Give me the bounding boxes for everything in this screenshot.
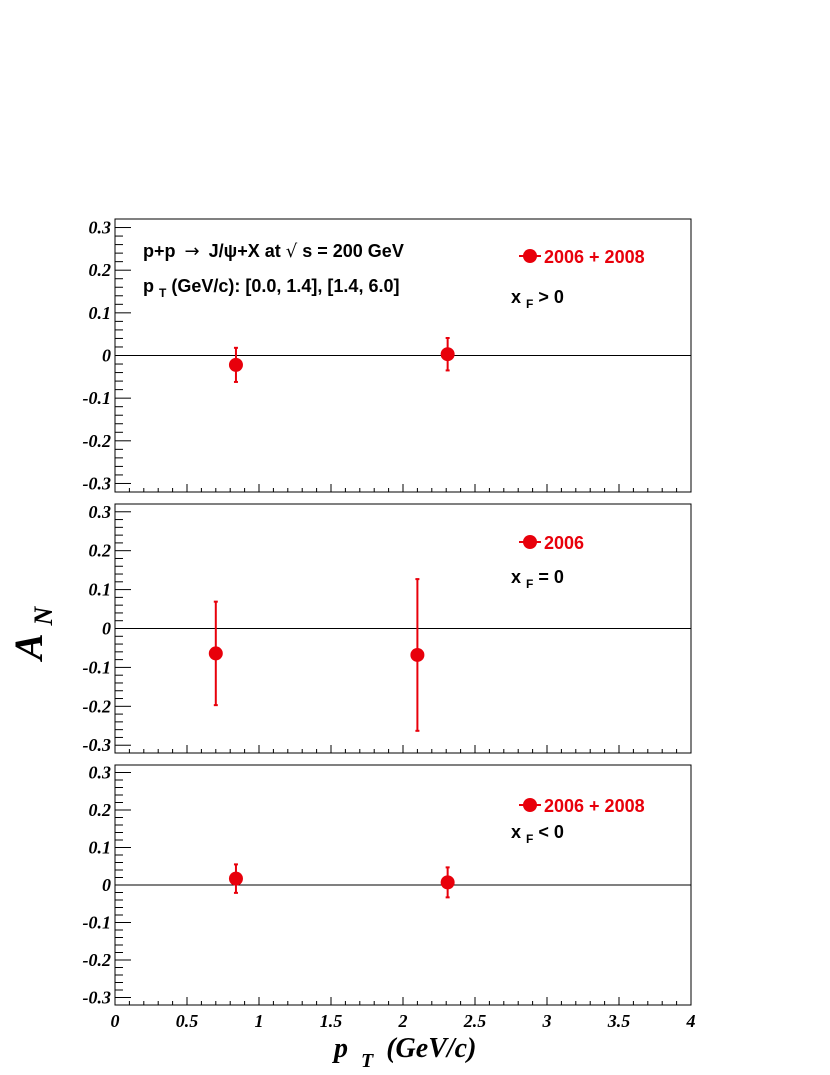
panel-2-point-1 [209, 646, 223, 660]
x-tick-label: 3 [542, 1011, 552, 1031]
panel-2-y-tick-label: 0.2 [88, 540, 111, 561]
x-tick-label: 1.5 [319, 1011, 343, 1031]
x-tick-label: 2.5 [463, 1011, 487, 1031]
panel-2-y-tick-label: -0.1 [82, 657, 111, 678]
panel-1-y-tick-label: 0.3 [88, 217, 111, 238]
panel-2-legend-label: 2006 [544, 533, 585, 553]
panel-1-point-1 [229, 358, 243, 372]
panel-3-point-1 [229, 872, 243, 886]
panel-1-xf-label: x $_F$ > 0 [511, 287, 564, 311]
panel-1-point-2 [441, 347, 455, 361]
panel-3-y-tick-label: 0 [102, 875, 111, 895]
panel-1-reaction-label: p+p → J/ψ+X at √ s = 200 GeV [143, 241, 404, 262]
panel-2-y-tick-label: 0.3 [88, 501, 111, 522]
panel-3-legend-marker [523, 798, 537, 812]
panel-1-y-tick-label: -0.1 [82, 388, 111, 409]
panel-3-y-tick-label: -0.3 [82, 987, 111, 1008]
panel-1-pt-bins-label: p $_T$ (GeV/c): [0.0, 1.4], [1.4, 6.0] [143, 276, 400, 300]
panel-2-y-tick-label: -0.2 [82, 696, 111, 717]
x-tick-label: 2 [398, 1011, 408, 1031]
x-tick-label: 3.5 [607, 1011, 631, 1031]
x-tick-label: 1 [254, 1011, 264, 1031]
panel-1-y-tick-label: -0.3 [82, 473, 111, 494]
panel-1-y-tick-label: 0.1 [88, 302, 111, 323]
panel-1-y-tick-label: 0.2 [88, 260, 111, 281]
panel-3-point-2 [441, 875, 455, 889]
panel-2-point-2 [410, 648, 424, 662]
panel-1-legend-marker [523, 249, 537, 263]
panel-2-y-tick-label: 0 [102, 618, 111, 639]
panel-3-xf-label: x $_F$ < 0 [511, 822, 564, 846]
panel-3-y-tick-label: 0.1 [88, 837, 111, 858]
panel-1-legend-label: 2006 + 2008 [544, 247, 645, 267]
x-tick-label: 4 [686, 1011, 696, 1031]
panel-3-y-tick-label: -0.1 [82, 912, 111, 933]
panel-2-y-tick-label: 0.1 [88, 579, 111, 600]
panel-3-legend-label: 2006 + 2008 [544, 796, 645, 816]
x-tick-label: 0.5 [175, 1011, 199, 1031]
panel-2-legend-marker [523, 535, 537, 549]
y-axis-title: A $_N$ [6, 606, 58, 660]
x-axis-title: p $_T$ (GeV/c) [334, 1033, 477, 1072]
panel-1-y-tick-label: 0 [102, 345, 111, 366]
panel-1-y-tick-label: -0.2 [82, 430, 111, 451]
panel-3-y-tick-label: 0.3 [88, 762, 111, 783]
panel-2-y-tick-label: -0.3 [82, 735, 111, 756]
panel-3-y-tick-label: 0.2 [88, 800, 111, 820]
x-tick-label: 0 [110, 1011, 120, 1031]
panel-2-xf-label: x $_F$ = 0 [511, 567, 564, 591]
panel-3-y-tick-label: -0.2 [82, 950, 111, 970]
